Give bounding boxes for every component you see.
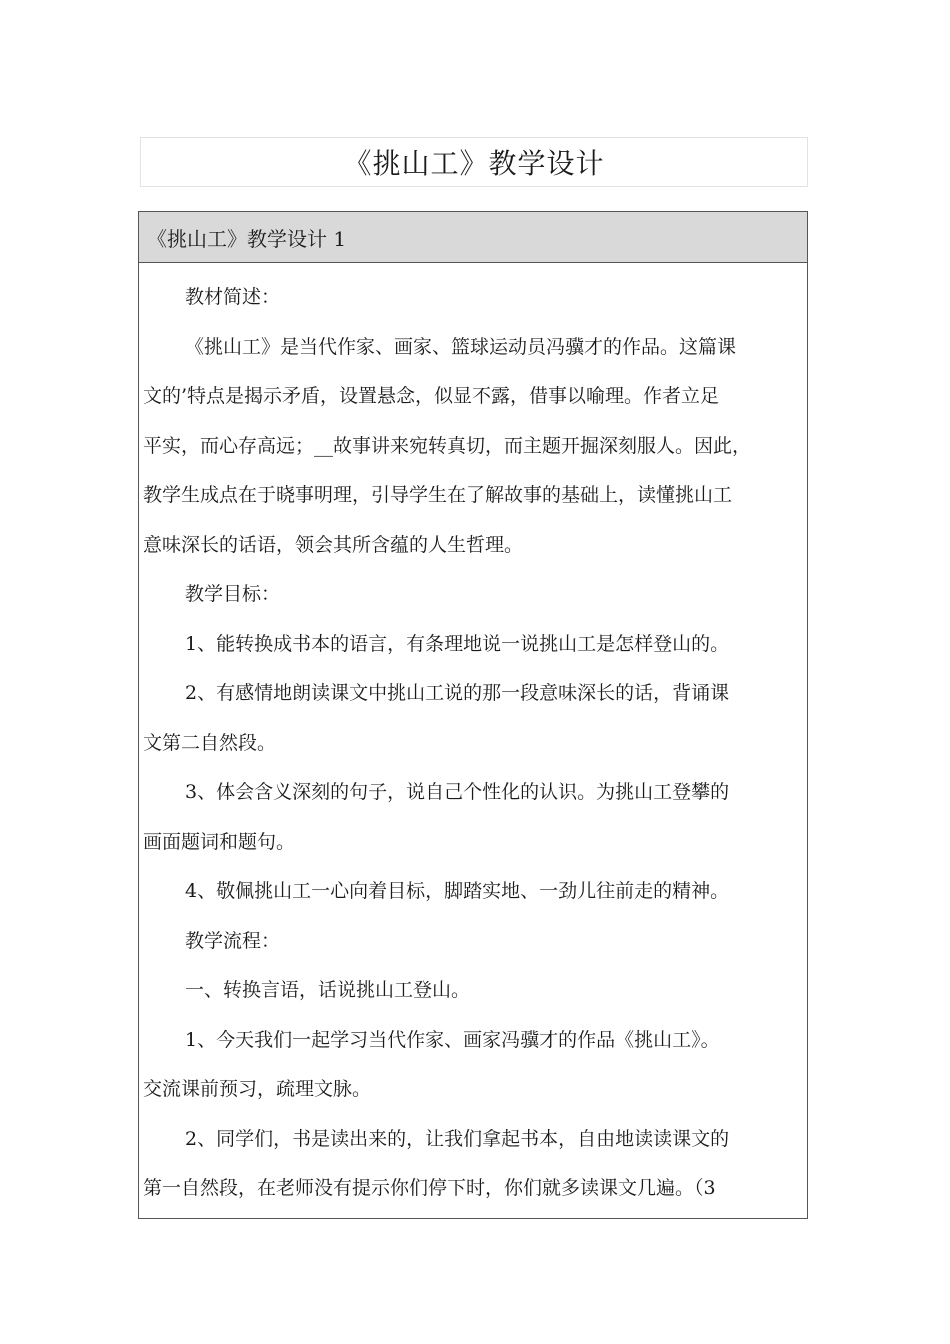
body-text-line: 交流课前预习，疏理文脉。: [143, 1078, 372, 1100]
body-text-line: 《挑山工》是当代作家、画家、篮球运动员冯骥才的作品。这篇课: [185, 335, 737, 358]
body-text-line: 1、今天我们一起学习当代作家、画家冯骥才的作品《挑山工》。: [185, 1028, 720, 1051]
document-title: 《挑山工》教学设计: [343, 147, 605, 180]
document-title-box: [140, 137, 808, 187]
body-text-line: 教学生成点在于晓事明理，引导学生在了解故事的基础上，读懂挑山工: [143, 484, 733, 506]
body-text-line: 平实，而心存高远；__故事讲来宛转真切，而主题开掘深刻服人。因此，: [143, 434, 752, 457]
body-text-line: 文的’特点是揭示矛盾，设置悬念，似显不露，借事以喻理。作者立足: [143, 385, 720, 407]
body-text-line: 意味深长的话语，领会其所含蕴的人生哲理。: [143, 533, 524, 556]
body-text-line: 文第二自然段。: [143, 731, 277, 754]
body-text-line: 第一自然段，在老师没有提示你们停下时，你们就多读课文几遍。（3: [143, 1177, 716, 1199]
body-text-line: 教学流程：: [185, 929, 281, 952]
body-text-line: 3、体会含义深刻的句子，说自己个性化的认识。为挑山工登攀的: [185, 781, 730, 803]
body-text-line: 1、能转换成书本的语言，有条理地说一说挑山工是怎样登山的。: [185, 632, 730, 655]
body-text-line: 画面题词和题句。: [143, 830, 296, 853]
body-text-line: 2、有感情地朗读课文中挑山工说的那一段意味深长的话，背诵课: [185, 682, 730, 704]
lesson-plan-section: [138, 211, 808, 1219]
body-text-line: 4、敬佩挑山工一心向着目标，脚踏实地、一劲儿往前走的精神。: [185, 880, 730, 902]
body-text-line: 教学目标：: [185, 583, 281, 605]
section-body: [139, 263, 807, 1214]
body-text-line: 一、转换言语，话说挑山工登山。: [185, 979, 471, 1001]
body-text-line: 教材简述：: [185, 286, 281, 308]
body-text-line: 2、同学们，书是读出来的，让我们拿起书本，自由地读读课文的: [185, 1127, 730, 1150]
section-heading: 《挑山工》教学设计 1: [139, 212, 807, 263]
